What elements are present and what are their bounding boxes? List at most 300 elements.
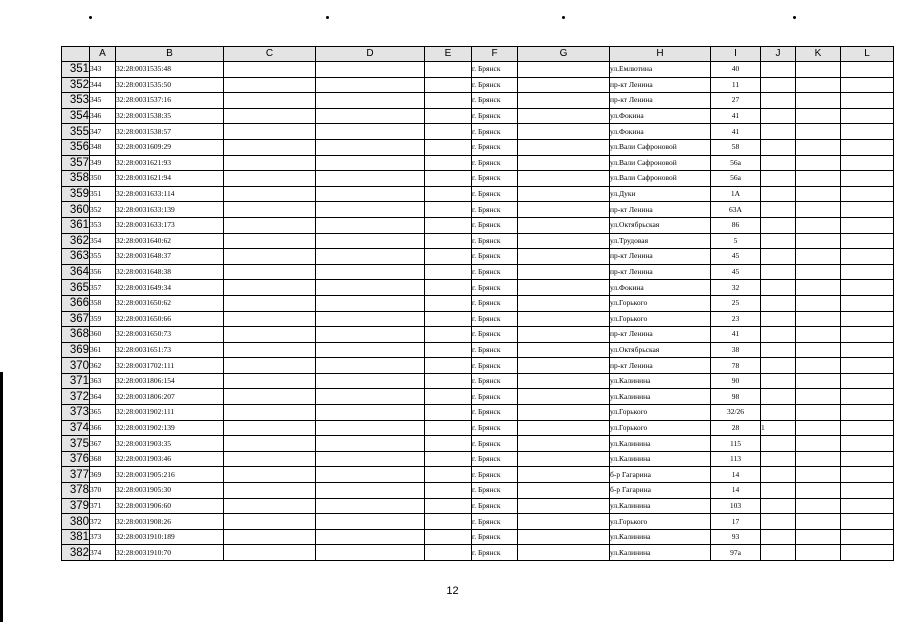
cell-g[interactable] <box>518 264 610 280</box>
cell-l[interactable] <box>841 249 894 265</box>
cell-g[interactable] <box>518 186 610 202</box>
cell-f[interactable]: г. Брянск <box>472 264 518 280</box>
cell-c[interactable] <box>224 342 316 358</box>
cell-f[interactable]: г. Брянск <box>472 498 518 514</box>
cell-e[interactable] <box>425 186 472 202</box>
row-number[interactable]: 351 <box>62 62 90 78</box>
cell-i[interactable]: 41 <box>711 327 761 343</box>
cell-f[interactable]: г. Брянск <box>472 171 518 187</box>
cell-b[interactable]: 32:28:0031538:35 <box>116 108 224 124</box>
cell-g[interactable] <box>518 171 610 187</box>
cell-g[interactable] <box>518 249 610 265</box>
cell-d[interactable] <box>316 77 425 93</box>
cell-k[interactable] <box>796 139 841 155</box>
cell-j[interactable] <box>761 233 796 249</box>
cell-i[interactable]: 98 <box>711 389 761 405</box>
cell-i[interactable]: 28 <box>711 420 761 436</box>
cell-i[interactable]: 40 <box>711 62 761 78</box>
cell-f[interactable]: г. Брянск <box>472 483 518 499</box>
cell-f[interactable]: г. Брянск <box>472 139 518 155</box>
cell-e[interactable] <box>425 498 472 514</box>
cell-k[interactable] <box>796 373 841 389</box>
cell-j[interactable] <box>761 545 796 561</box>
cell-j[interactable] <box>761 77 796 93</box>
cell-b[interactable]: 32:28:0031609:29 <box>116 139 224 155</box>
cell-h[interactable]: ул.Калинина <box>610 545 711 561</box>
cell-b[interactable]: 32:28:0031903:35 <box>116 436 224 452</box>
cell-k[interactable] <box>796 405 841 421</box>
cell-c[interactable] <box>224 217 316 233</box>
cell-i[interactable]: 93 <box>711 529 761 545</box>
cell-d[interactable] <box>316 171 425 187</box>
cell-a[interactable]: 371 <box>90 498 116 514</box>
cell-b[interactable]: 32:28:0031905:216 <box>116 467 224 483</box>
cell-a[interactable]: 360 <box>90 327 116 343</box>
cell-i[interactable]: 103 <box>711 498 761 514</box>
cell-c[interactable] <box>224 233 316 249</box>
cell-d[interactable] <box>316 295 425 311</box>
cell-a[interactable]: 365 <box>90 405 116 421</box>
cell-f[interactable]: г. Брянск <box>472 342 518 358</box>
corner-cell[interactable] <box>62 47 90 62</box>
cell-b[interactable]: 32:28:0031905:30 <box>116 483 224 499</box>
cell-e[interactable] <box>425 264 472 280</box>
cell-h[interactable]: б-р Гагарина <box>610 483 711 499</box>
column-header-f[interactable]: F <box>472 47 518 62</box>
row-number[interactable]: 360 <box>62 202 90 218</box>
row-number[interactable]: 358 <box>62 171 90 187</box>
cell-g[interactable] <box>518 233 610 249</box>
cell-f[interactable]: г. Брянск <box>472 514 518 530</box>
cell-d[interactable] <box>316 467 425 483</box>
cell-h[interactable]: пр-кт Ленина <box>610 77 711 93</box>
cell-k[interactable] <box>796 545 841 561</box>
cell-k[interactable] <box>796 483 841 499</box>
cell-f[interactable]: г. Брянск <box>472 202 518 218</box>
cell-l[interactable] <box>841 498 894 514</box>
cell-g[interactable] <box>518 342 610 358</box>
cell-i[interactable]: 11 <box>711 77 761 93</box>
row-number[interactable]: 380 <box>62 514 90 530</box>
cell-d[interactable] <box>316 233 425 249</box>
cell-j[interactable] <box>761 93 796 109</box>
cell-l[interactable] <box>841 483 894 499</box>
row-number[interactable]: 373 <box>62 405 90 421</box>
cell-k[interactable] <box>796 514 841 530</box>
cell-b[interactable]: 32:28:0031633:139 <box>116 202 224 218</box>
cell-b[interactable]: 32:28:0031906:60 <box>116 498 224 514</box>
cell-d[interactable] <box>316 202 425 218</box>
cell-k[interactable] <box>796 451 841 467</box>
cell-l[interactable] <box>841 62 894 78</box>
cell-h[interactable]: ул.Вали Сафроновой <box>610 139 711 155</box>
column-header-d[interactable]: D <box>316 47 425 62</box>
cell-b[interactable]: 32:28:0031538:57 <box>116 124 224 140</box>
cell-k[interactable] <box>796 498 841 514</box>
cell-j[interactable] <box>761 249 796 265</box>
cell-b[interactable]: 32:28:0031910:70 <box>116 545 224 561</box>
cell-k[interactable] <box>796 436 841 452</box>
cell-i[interactable]: 78 <box>711 358 761 374</box>
cell-k[interactable] <box>796 295 841 311</box>
cell-k[interactable] <box>796 249 841 265</box>
cell-k[interactable] <box>796 264 841 280</box>
cell-d[interactable] <box>316 155 425 171</box>
cell-d[interactable] <box>316 124 425 140</box>
cell-a[interactable]: 354 <box>90 233 116 249</box>
cell-e[interactable] <box>425 483 472 499</box>
cell-j[interactable] <box>761 389 796 405</box>
cell-b[interactable]: 32:28:0031650:62 <box>116 295 224 311</box>
cell-e[interactable] <box>425 514 472 530</box>
cell-d[interactable] <box>316 249 425 265</box>
cell-j[interactable] <box>761 327 796 343</box>
cell-j[interactable] <box>761 155 796 171</box>
cell-a[interactable]: 369 <box>90 467 116 483</box>
cell-d[interactable] <box>316 311 425 327</box>
cell-g[interactable] <box>518 405 610 421</box>
cell-f[interactable]: г. Брянск <box>472 280 518 296</box>
cell-j[interactable] <box>761 467 796 483</box>
cell-h[interactable]: ул.Трудовая <box>610 233 711 249</box>
cell-g[interactable] <box>518 295 610 311</box>
cell-d[interactable] <box>316 373 425 389</box>
column-header-a[interactable]: A <box>90 47 116 62</box>
cell-i[interactable]: 115 <box>711 436 761 452</box>
row-number[interactable]: 368 <box>62 327 90 343</box>
cell-k[interactable] <box>796 529 841 545</box>
cell-d[interactable] <box>316 342 425 358</box>
cell-b[interactable]: 32:28:0031621:93 <box>116 155 224 171</box>
cell-i[interactable]: 86 <box>711 217 761 233</box>
cell-g[interactable] <box>518 420 610 436</box>
cell-a[interactable]: 359 <box>90 311 116 327</box>
cell-l[interactable] <box>841 139 894 155</box>
cell-j[interactable] <box>761 171 796 187</box>
column-header-g[interactable]: G <box>518 47 610 62</box>
cell-d[interactable] <box>316 436 425 452</box>
column-header-c[interactable]: C <box>224 47 316 62</box>
cell-l[interactable] <box>841 420 894 436</box>
row-number[interactable]: 379 <box>62 498 90 514</box>
cell-a[interactable]: 370 <box>90 483 116 499</box>
cell-b[interactable]: 32:28:0031910:189 <box>116 529 224 545</box>
cell-e[interactable] <box>425 171 472 187</box>
row-number[interactable]: 363 <box>62 249 90 265</box>
cell-c[interactable] <box>224 405 316 421</box>
cell-g[interactable] <box>518 373 610 389</box>
cell-f[interactable]: г. Брянск <box>472 389 518 405</box>
cell-a[interactable]: 350 <box>90 171 116 187</box>
cell-h[interactable]: ул.Фокина <box>610 108 711 124</box>
cell-l[interactable] <box>841 545 894 561</box>
cell-e[interactable] <box>425 420 472 436</box>
cell-i[interactable]: 63А <box>711 202 761 218</box>
cell-d[interactable] <box>316 93 425 109</box>
cell-e[interactable] <box>425 373 472 389</box>
row-number[interactable]: 357 <box>62 155 90 171</box>
cell-d[interactable] <box>316 264 425 280</box>
cell-f[interactable]: г. Брянск <box>472 451 518 467</box>
cell-i[interactable]: 113 <box>711 451 761 467</box>
cell-a[interactable]: 357 <box>90 280 116 296</box>
cell-j[interactable] <box>761 514 796 530</box>
row-number[interactable]: 378 <box>62 483 90 499</box>
cell-l[interactable] <box>841 529 894 545</box>
row-number[interactable]: 353 <box>62 93 90 109</box>
cell-g[interactable] <box>518 498 610 514</box>
column-header-k[interactable]: K <box>796 47 841 62</box>
cell-k[interactable] <box>796 327 841 343</box>
cell-d[interactable] <box>316 529 425 545</box>
cell-e[interactable] <box>425 202 472 218</box>
cell-e[interactable] <box>425 249 472 265</box>
cell-j[interactable] <box>761 217 796 233</box>
cell-j[interactable] <box>761 358 796 374</box>
cell-f[interactable]: г. Брянск <box>472 233 518 249</box>
cell-h[interactable]: пр-кт Ленина <box>610 202 711 218</box>
cell-j[interactable]: 1 <box>761 420 796 436</box>
cell-c[interactable] <box>224 358 316 374</box>
cell-j[interactable] <box>761 62 796 78</box>
row-number[interactable]: 369 <box>62 342 90 358</box>
cell-d[interactable] <box>316 451 425 467</box>
cell-g[interactable] <box>518 529 610 545</box>
cell-h[interactable]: ул.Горького <box>610 514 711 530</box>
cell-g[interactable] <box>518 217 610 233</box>
cell-i[interactable]: 41 <box>711 124 761 140</box>
cell-g[interactable] <box>518 436 610 452</box>
cell-g[interactable] <box>518 62 610 78</box>
cell-h[interactable]: ул.Вали Сафроновой <box>610 171 711 187</box>
cell-e[interactable] <box>425 358 472 374</box>
cell-j[interactable] <box>761 264 796 280</box>
cell-b[interactable]: 32:28:0031640:62 <box>116 233 224 249</box>
row-number[interactable]: 377 <box>62 467 90 483</box>
cell-h[interactable]: ул.Фокина <box>610 280 711 296</box>
cell-e[interactable] <box>425 545 472 561</box>
cell-l[interactable] <box>841 327 894 343</box>
cell-c[interactable] <box>224 155 316 171</box>
cell-e[interactable] <box>425 467 472 483</box>
cell-c[interactable] <box>224 420 316 436</box>
cell-e[interactable] <box>425 108 472 124</box>
cell-d[interactable] <box>316 498 425 514</box>
cell-j[interactable] <box>761 108 796 124</box>
cell-l[interactable] <box>841 358 894 374</box>
cell-l[interactable] <box>841 202 894 218</box>
cell-a[interactable]: 343 <box>90 62 116 78</box>
cell-k[interactable] <box>796 233 841 249</box>
cell-k[interactable] <box>796 108 841 124</box>
cell-b[interactable]: 32:28:0031633:114 <box>116 186 224 202</box>
cell-a[interactable]: 353 <box>90 217 116 233</box>
cell-e[interactable] <box>425 280 472 296</box>
cell-e[interactable] <box>425 233 472 249</box>
cell-b[interactable]: 32:28:0031806:207 <box>116 389 224 405</box>
cell-i[interactable]: 56а <box>711 171 761 187</box>
cell-h[interactable]: пр-кт Ленина <box>610 264 711 280</box>
cell-i[interactable]: 97а <box>711 545 761 561</box>
row-number[interactable]: 354 <box>62 108 90 124</box>
cell-a[interactable]: 355 <box>90 249 116 265</box>
cell-c[interactable] <box>224 327 316 343</box>
cell-k[interactable] <box>796 124 841 140</box>
cell-i[interactable]: 56а <box>711 155 761 171</box>
cell-e[interactable] <box>425 217 472 233</box>
cell-a[interactable]: 372 <box>90 514 116 530</box>
cell-c[interactable] <box>224 93 316 109</box>
cell-g[interactable] <box>518 327 610 343</box>
cell-g[interactable] <box>518 139 610 155</box>
cell-c[interactable] <box>224 124 316 140</box>
cell-h[interactable]: ул.Вали Сафроновой <box>610 155 711 171</box>
cell-k[interactable] <box>796 202 841 218</box>
column-header-l[interactable]: L <box>841 47 894 62</box>
cell-f[interactable]: г. Брянск <box>472 155 518 171</box>
row-number[interactable]: 382 <box>62 545 90 561</box>
cell-b[interactable]: 32:28:0031537:16 <box>116 93 224 109</box>
cell-j[interactable] <box>761 451 796 467</box>
cell-f[interactable]: г. Брянск <box>472 373 518 389</box>
cell-g[interactable] <box>518 451 610 467</box>
cell-g[interactable] <box>518 280 610 296</box>
cell-g[interactable] <box>518 155 610 171</box>
cell-g[interactable] <box>518 77 610 93</box>
cell-l[interactable] <box>841 295 894 311</box>
cell-g[interactable] <box>518 514 610 530</box>
row-number[interactable]: 370 <box>62 358 90 374</box>
cell-e[interactable] <box>425 327 472 343</box>
cell-l[interactable] <box>841 311 894 327</box>
cell-l[interactable] <box>841 108 894 124</box>
cell-g[interactable] <box>518 93 610 109</box>
cell-g[interactable] <box>518 124 610 140</box>
cell-b[interactable]: 32:28:0031535:50 <box>116 77 224 93</box>
row-number[interactable]: 366 <box>62 295 90 311</box>
cell-a[interactable]: 346 <box>90 108 116 124</box>
cell-i[interactable]: 5 <box>711 233 761 249</box>
row-number[interactable]: 375 <box>62 436 90 452</box>
cell-j[interactable] <box>761 280 796 296</box>
cell-e[interactable] <box>425 77 472 93</box>
cell-k[interactable] <box>796 389 841 405</box>
cell-h[interactable]: пр-кт Ленина <box>610 327 711 343</box>
cell-c[interactable] <box>224 264 316 280</box>
cell-i[interactable]: 1А <box>711 186 761 202</box>
row-number[interactable]: 356 <box>62 139 90 155</box>
cell-k[interactable] <box>796 171 841 187</box>
cell-g[interactable] <box>518 483 610 499</box>
cell-l[interactable] <box>841 264 894 280</box>
row-number[interactable]: 365 <box>62 280 90 296</box>
cell-c[interactable] <box>224 389 316 405</box>
row-number[interactable]: 364 <box>62 264 90 280</box>
cell-c[interactable] <box>224 311 316 327</box>
cell-j[interactable] <box>761 405 796 421</box>
cell-d[interactable] <box>316 420 425 436</box>
cell-a[interactable]: 373 <box>90 529 116 545</box>
cell-h[interactable]: пр-кт Ленина <box>610 358 711 374</box>
cell-d[interactable] <box>316 389 425 405</box>
cell-k[interactable] <box>796 186 841 202</box>
cell-b[interactable]: 32:28:0031648:37 <box>116 249 224 265</box>
cell-l[interactable] <box>841 436 894 452</box>
cell-j[interactable] <box>761 373 796 389</box>
cell-d[interactable] <box>316 139 425 155</box>
cell-i[interactable]: 23 <box>711 311 761 327</box>
cell-h[interactable]: б-р Гагарина <box>610 467 711 483</box>
cell-l[interactable] <box>841 77 894 93</box>
cell-e[interactable] <box>425 93 472 109</box>
cell-g[interactable] <box>518 389 610 405</box>
cell-h[interactable]: ул.Калинина <box>610 389 711 405</box>
cell-k[interactable] <box>796 342 841 358</box>
cell-a[interactable]: 367 <box>90 436 116 452</box>
cell-e[interactable] <box>425 124 472 140</box>
cell-d[interactable] <box>316 327 425 343</box>
cell-l[interactable] <box>841 467 894 483</box>
cell-j[interactable] <box>761 139 796 155</box>
cell-h[interactable]: пр-кт Ленина <box>610 249 711 265</box>
cell-e[interactable] <box>425 155 472 171</box>
cell-e[interactable] <box>425 311 472 327</box>
cell-f[interactable]: г. Брянск <box>472 249 518 265</box>
cell-g[interactable] <box>518 467 610 483</box>
cell-l[interactable] <box>841 451 894 467</box>
row-number[interactable]: 367 <box>62 311 90 327</box>
cell-g[interactable] <box>518 358 610 374</box>
cell-e[interactable] <box>425 405 472 421</box>
cell-d[interactable] <box>316 483 425 499</box>
cell-h[interactable]: ул.Горького <box>610 405 711 421</box>
row-number[interactable]: 372 <box>62 389 90 405</box>
row-number[interactable]: 371 <box>62 373 90 389</box>
cell-f[interactable]: г. Брянск <box>472 186 518 202</box>
cell-h[interactable]: ул.Горького <box>610 311 711 327</box>
cell-c[interactable] <box>224 249 316 265</box>
cell-k[interactable] <box>796 62 841 78</box>
cell-c[interactable] <box>224 373 316 389</box>
cell-f[interactable]: г. Брянск <box>472 311 518 327</box>
cell-a[interactable]: 374 <box>90 545 116 561</box>
cell-h[interactable]: ул.Калинина <box>610 436 711 452</box>
cell-b[interactable]: 32:28:0031902:139 <box>116 420 224 436</box>
cell-d[interactable] <box>316 217 425 233</box>
cell-i[interactable]: 14 <box>711 467 761 483</box>
cell-l[interactable] <box>841 124 894 140</box>
cell-d[interactable] <box>316 358 425 374</box>
cell-h[interactable]: ул.Октябрьская <box>610 342 711 358</box>
cell-h[interactable]: ул.Дуки <box>610 186 711 202</box>
cell-l[interactable] <box>841 171 894 187</box>
column-header-b[interactable]: B <box>116 47 224 62</box>
column-header-j[interactable]: J <box>761 47 796 62</box>
cell-f[interactable]: г. Брянск <box>472 124 518 140</box>
cell-f[interactable]: г. Брянск <box>472 295 518 311</box>
cell-f[interactable]: г. Брянск <box>472 108 518 124</box>
cell-f[interactable]: г. Брянск <box>472 436 518 452</box>
cell-h[interactable]: ул.Горького <box>610 295 711 311</box>
cell-b[interactable]: 32:28:0031535:48 <box>116 62 224 78</box>
cell-a[interactable]: 348 <box>90 139 116 155</box>
cell-d[interactable] <box>316 108 425 124</box>
cell-a[interactable]: 347 <box>90 124 116 140</box>
cell-b[interactable]: 32:28:0031702:111 <box>116 358 224 374</box>
cell-b[interactable]: 32:28:0031806:154 <box>116 373 224 389</box>
cell-i[interactable]: 17 <box>711 514 761 530</box>
cell-a[interactable]: 366 <box>90 420 116 436</box>
